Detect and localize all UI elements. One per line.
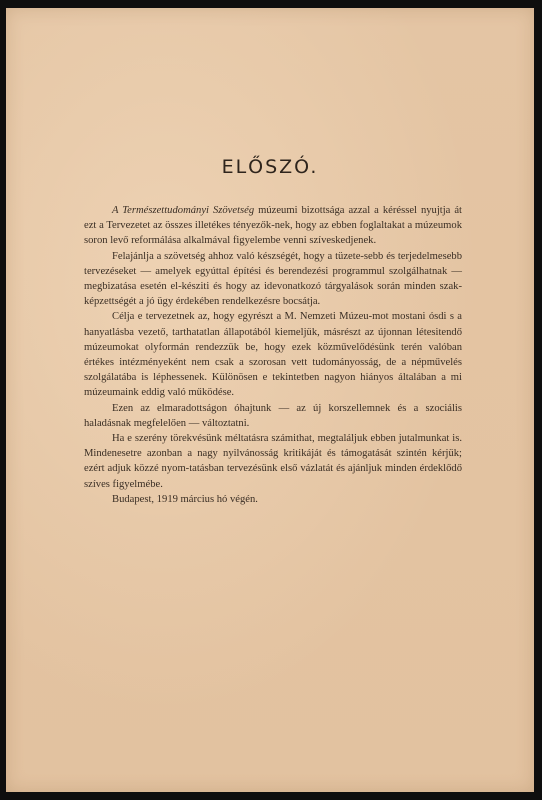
document-page bbox=[6, 8, 534, 792]
page-title: ELŐSZÓ. bbox=[221, 156, 319, 178]
paragraph-2 bbox=[84, 249, 462, 310]
paragraph-text: Ezen az elmaradottságon óhajtunk — az új korszellemnek és a szociális haladásnak megfelelően — változtatni. bbox=[84, 402, 462, 429]
paragraph-text: Célja e tervezetnek az, hogy egyrészt a M. Nemzeti Múzeu-mot mostani ósdi s a hanyatlásba vezető, tarthatatlan állapotából kiemeljük, másrészt az újonnan létesitendő múzeumokat olyformán rendezzük be, hogy ezek közművelődésünk terén valóban értékes intézményeként nem csak a szorosan vett tudományosság, de a népművelés szolgálatába is léphessenek. Különösen e tekintetben nagyon hiányos általában a mi múzeumaink eddig való működése. bbox=[84, 311, 462, 399]
paragraph-3 bbox=[84, 309, 462, 400]
paragraph-4 bbox=[84, 401, 462, 431]
signature-line: Budapest, 1919 március hó végén. bbox=[112, 493, 258, 505]
paragraph-text: Felajánlja a szövetség ahhoz való készségét, hogy a tüzete-sebb és terjedelmesebb tervezéseket — amelyek egyúttal építési és berendezési programmul szolgálhatnak — megbizatása esetén el-késziti és hogy az idevonatkozó tárgyalások során minden szak-képzettségét a jó ügy érdekében rendelkezésre bocsátja. bbox=[84, 250, 462, 308]
preface-body bbox=[84, 203, 462, 507]
paragraph-1 bbox=[84, 203, 462, 249]
paragraph-text: múzeumi bizottsága azzal a kéréssel nyujtja át ezt a Tervezetet az összes illetékes tényezők-nek, hogy az ebben foglaltakat a múzeumok soron levő reformálása alkalmával figyelembe venni szíveskedjenek. bbox=[84, 205, 462, 247]
paragraph-5 bbox=[84, 431, 462, 492]
paragraph-lead: A Természettudományi Szövetség bbox=[112, 205, 255, 216]
paragraph-text: Ha e szerény törekvésünk méltatásra számithat, megtaláljuk ebben jutalmunkat is. Mindenesetre azonban a nagy nyilvánosság kritikáját és támogatását szintén kérjük; ezért adjuk közzé nyom-tatásban tervezésünk első vázlatát és ajánljuk minden érdeklődő szíves figyelmébe. bbox=[84, 433, 462, 490]
